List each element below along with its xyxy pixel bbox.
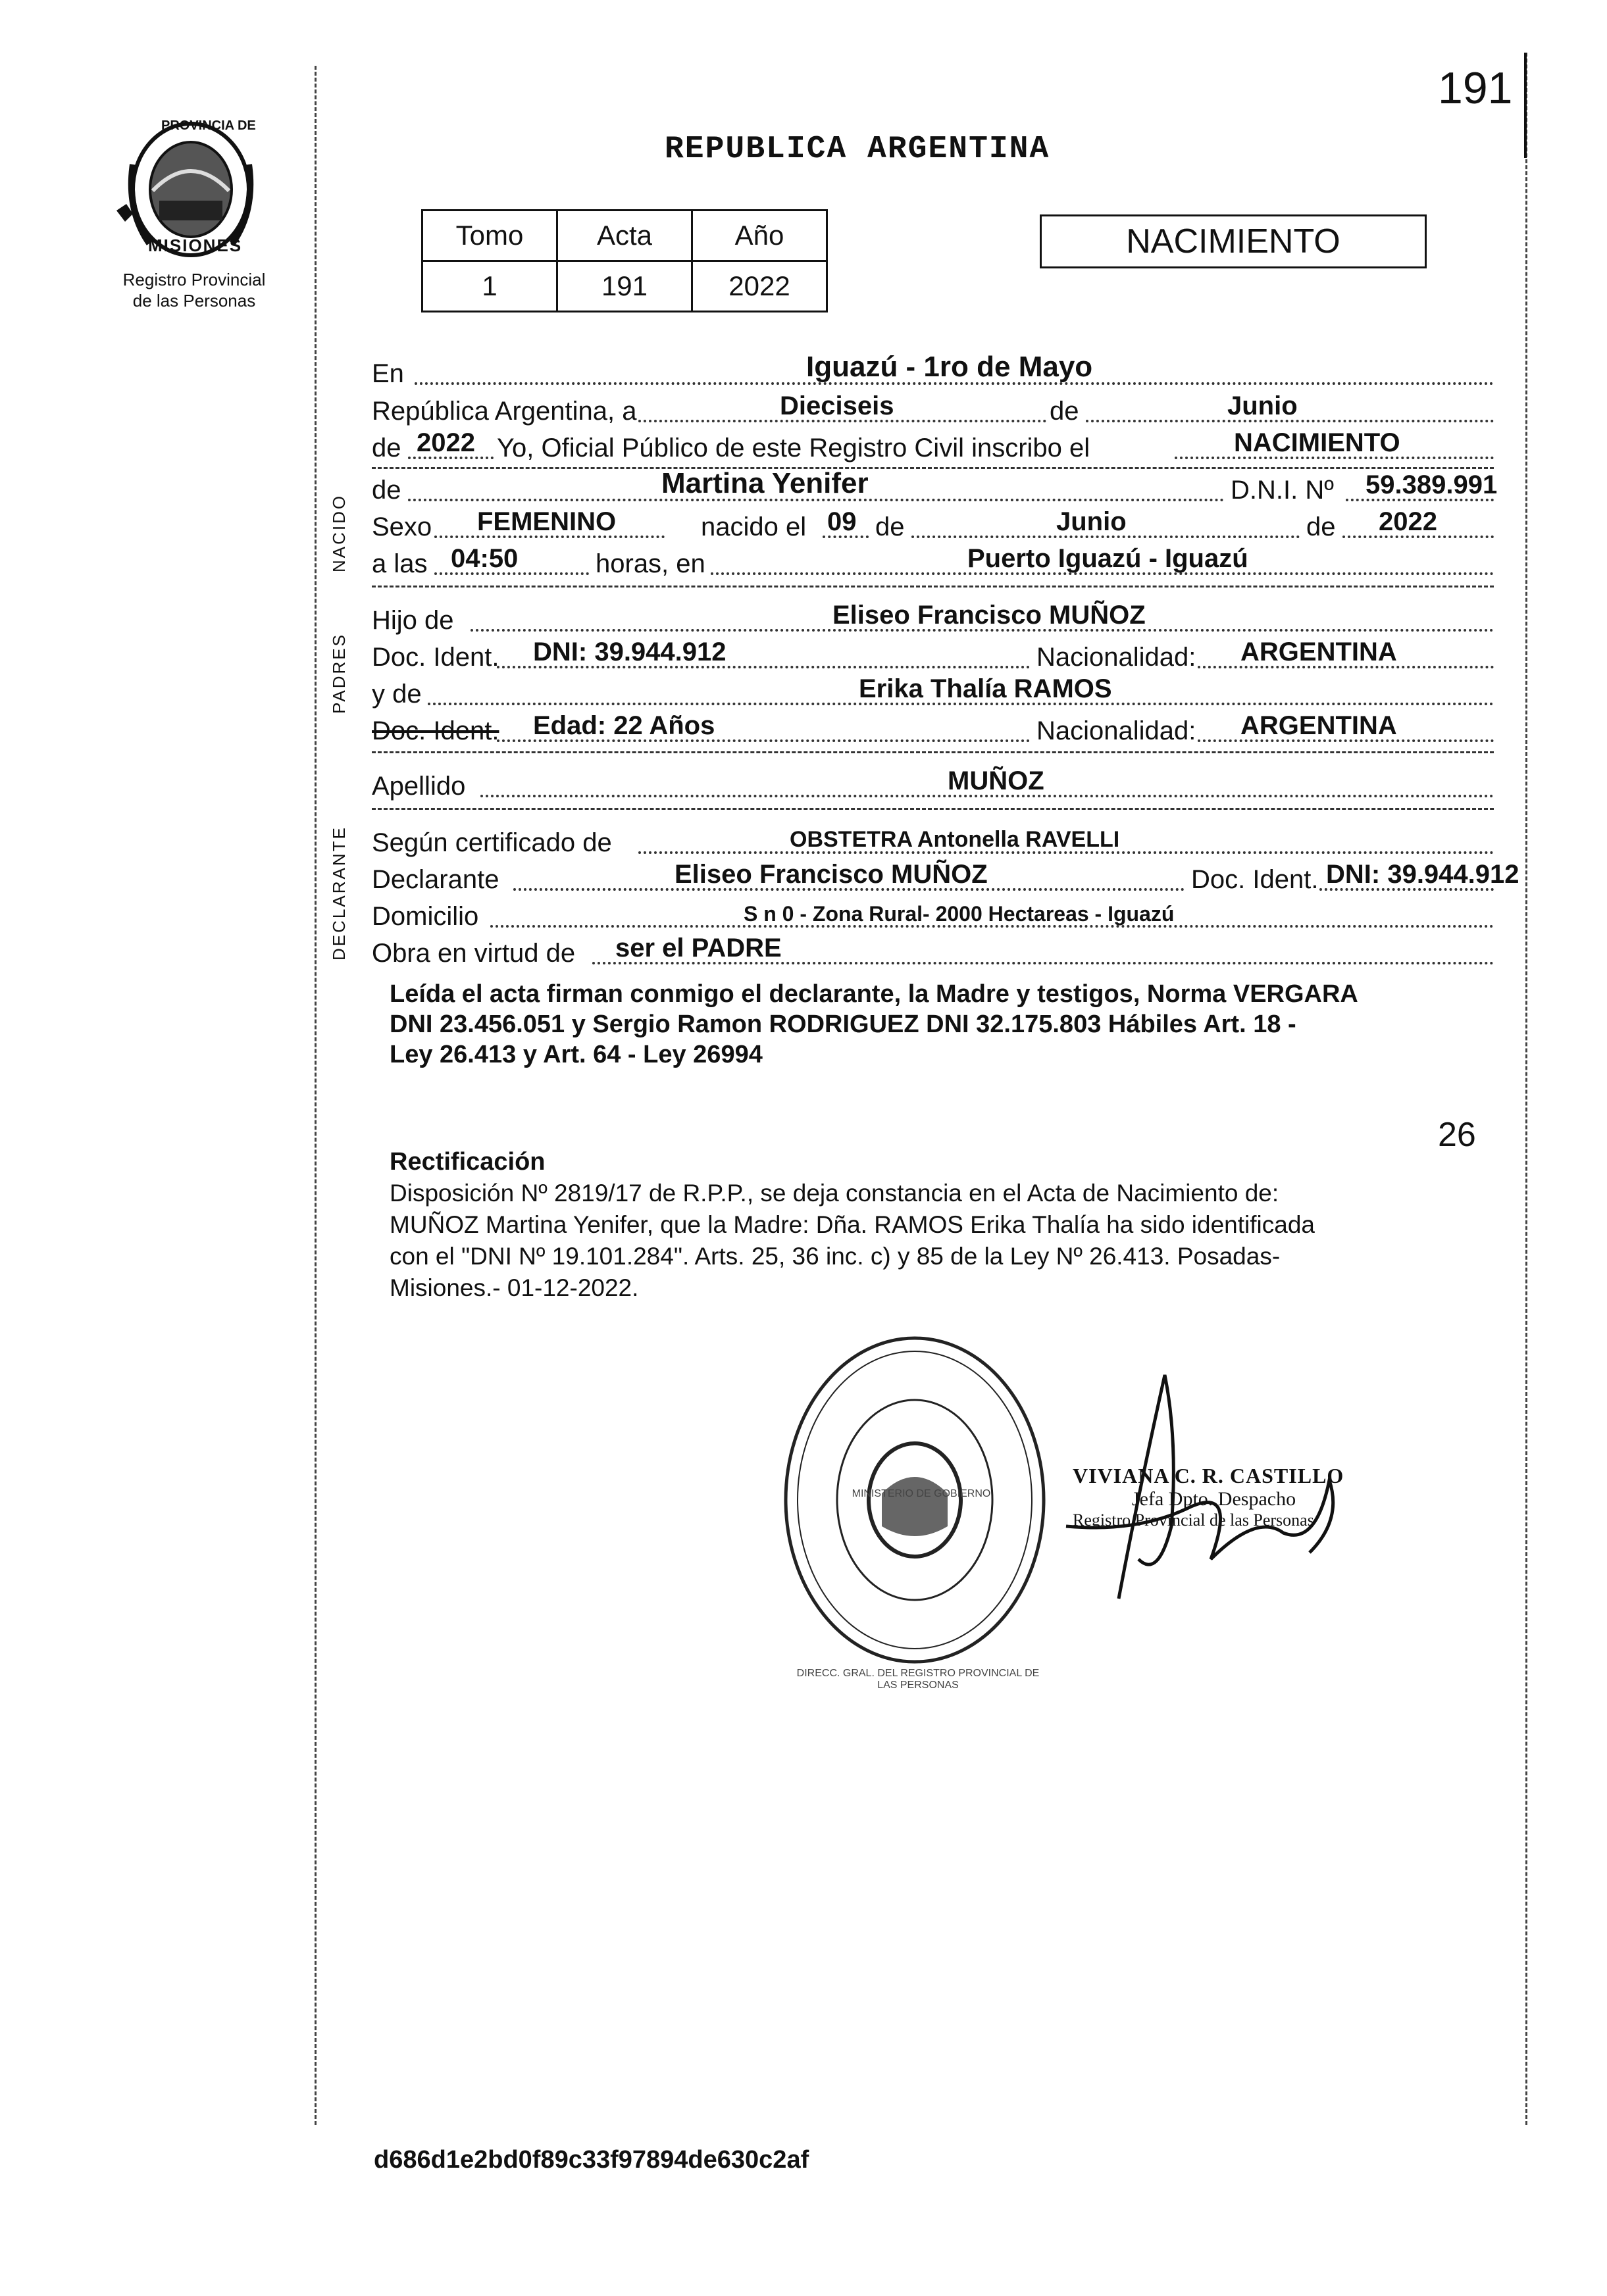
sexo-label: Sexo xyxy=(372,512,432,541)
record-value-anio: 2022 xyxy=(692,261,827,312)
anio-prefix: de xyxy=(372,434,401,462)
domicilio-value: S n 0 - Zona Rural- 2000 Hectareas - Iguazú xyxy=(744,902,1175,926)
en-label: En xyxy=(372,359,404,388)
signature-block xyxy=(1073,1464,1362,1530)
declarante-value: Eliseo Francisco MUÑOZ xyxy=(675,860,988,889)
apellido-value: MUÑOZ xyxy=(948,766,1044,795)
logo-caption-top: PROVINCIA DE xyxy=(161,118,256,133)
lugar-value: Puerto Iguazú - Iguazú xyxy=(967,544,1248,573)
hora-value: 04:50 xyxy=(451,544,519,573)
stamp-outer-text: DIRECC. GRAL. DEL REGISTRO PROVINCIAL DE LAS PERSONAS xyxy=(796,1668,1040,1691)
record-table xyxy=(421,209,828,312)
right-margin-solid xyxy=(1524,53,1527,158)
official-stamp xyxy=(777,1329,1053,1671)
country-title: REPUBLICA ARGENTINA xyxy=(665,132,1050,167)
record-header-tomo: Tomo xyxy=(422,211,557,261)
madre-value: Erika Thalía RAMOS xyxy=(859,674,1112,703)
form-line-anio xyxy=(372,426,1494,463)
republica-label: República Argentina, a xyxy=(372,397,637,426)
rectificacion-title: Rectificación xyxy=(390,1148,546,1176)
nac-dia-value: 09 xyxy=(827,507,857,536)
record-header-anio: Año xyxy=(692,211,827,261)
dni-label: D.N.I. Nº xyxy=(1231,476,1334,505)
madre-doc-label: Doc. Ident. xyxy=(372,716,499,745)
madre-nac-value: ARGENTINA xyxy=(1240,711,1397,740)
rectificacion-line-2: MUÑOZ Martina Yenifer, que la Madre: Dña. RAMOS Erika Thalía ha sido identificada xyxy=(390,1211,1315,1238)
nombre-value: Martina Yenifer xyxy=(661,467,869,499)
signer-name: VIVIANA C. R. CASTILLO xyxy=(1073,1464,1344,1487)
page-number: 191 xyxy=(1438,63,1513,113)
form-line-madre-doc xyxy=(372,709,1494,746)
yde-label: y de xyxy=(372,680,422,709)
side-label-declarante: DECLARANTE xyxy=(329,826,349,961)
document-hash: d686d1e2bd0f89c33f97894de630c2af xyxy=(374,2146,809,2174)
form-line-padre-doc xyxy=(372,636,1494,672)
mes-value: Junio xyxy=(1227,391,1298,420)
rectificacion-line-1: Disposición Nº 2819/17 de R.P.P., se deja constancia en el Acta de Nacimiento de: xyxy=(390,1180,1279,1207)
dni-value: 59.389.991 xyxy=(1365,470,1498,499)
nac-anio-value: 2022 xyxy=(1379,507,1437,536)
separator-4 xyxy=(372,808,1494,810)
rectificacion-body xyxy=(390,1178,1508,1304)
domicilio-label: Domicilio xyxy=(372,902,479,931)
record-value-acta: 191 xyxy=(557,261,692,312)
nac-de2-label: de xyxy=(1306,512,1336,541)
form-line-sexo xyxy=(372,505,1494,542)
form-line-nombre xyxy=(372,467,1498,505)
hijo-label: Hijo de xyxy=(372,606,454,635)
dia-value: Dieciseis xyxy=(780,391,894,420)
leida-paragraph xyxy=(390,979,1495,1070)
left-margin-line xyxy=(315,66,317,2125)
form-line-madre xyxy=(372,672,1494,709)
round-seal-icon xyxy=(777,1329,1053,1671)
form-line-domicilio xyxy=(372,895,1494,932)
padre-nac-label: Nacionalidad: xyxy=(1036,643,1196,672)
madre-edad-value: Edad: 22 Años xyxy=(533,711,715,740)
stamp-inner-text: MINISTERIO DE GOBIERNO xyxy=(852,1488,991,1499)
obra-label: Obra en virtud de xyxy=(372,939,576,968)
obra-value: ser el PADRE xyxy=(615,934,782,962)
form-line-hijo xyxy=(372,599,1494,636)
sexo-value: FEMENINO xyxy=(477,507,617,536)
nac-mes-value: Junio xyxy=(1056,507,1127,536)
leida-line-1: Leída el acta firman conmigo el declarante, la Madre y testigos, Norma VERGARA xyxy=(390,980,1358,1008)
declarante-label: Declarante xyxy=(372,865,499,894)
oficial-text: Yo, Oficial Público de este Registro Civil inscribo el xyxy=(497,434,1090,462)
record-table-header-row xyxy=(422,211,827,261)
certificado-label: Según certificado de xyxy=(372,828,612,857)
padre-doc-label: Doc. Ident. xyxy=(372,643,499,672)
decl-doc-value: DNI: 39.944.912 xyxy=(1326,860,1519,889)
nac-de1-label: de xyxy=(875,512,905,541)
padre-doc-value: DNI: 39.944.912 xyxy=(533,637,727,666)
apellido-label: Apellido xyxy=(372,772,466,801)
signer-role: Jefa Dpto. Despacho xyxy=(1132,1488,1296,1510)
record-header-acta: Acta xyxy=(557,211,692,261)
nacido-label: nacido el xyxy=(701,512,807,541)
note-number: 26 xyxy=(1438,1116,1476,1154)
record-value-tomo: 1 xyxy=(422,261,557,312)
right-margin-line xyxy=(1525,53,1527,2125)
org-name-line1: Registro Provincial xyxy=(122,270,266,289)
en-value: Iguazú - 1ro de Mayo xyxy=(806,351,1093,383)
document-type-box: NACIMIENTO xyxy=(1040,214,1427,268)
side-label-padres: PADRES xyxy=(329,633,349,714)
org-name-line2: de las Personas xyxy=(132,291,256,311)
separator-2 xyxy=(372,586,1494,587)
hora-label: a las xyxy=(372,549,428,578)
form-line-en xyxy=(372,352,1494,389)
rectificacion-line-3: con el "DNI Nº 19.101.284". Arts. 25, 36 inc. c) y 85 de la Ley Nº 26.413. Posadas- xyxy=(390,1243,1281,1270)
form-line-hora xyxy=(372,542,1494,579)
separator-3 xyxy=(372,751,1494,753)
logo-caption-bottom: MISIONES xyxy=(148,236,243,255)
de-label: de xyxy=(1050,397,1079,426)
rectificacion-line-4: Misiones.- 01-12-2022. xyxy=(390,1274,639,1301)
form-line-declarante xyxy=(372,858,1519,895)
certificado-value: OBSTETRA Antonella RAVELLI xyxy=(790,827,1120,852)
form-line-obra xyxy=(372,932,1494,968)
leida-line-2: DNI 23.456.051 y Sergio Ramon RODRIGUEZ DNI 32.175.803 Hábiles Art. 18 - xyxy=(390,1011,1296,1038)
form-line-republica xyxy=(372,389,1494,426)
padre-value: Eliseo Francisco MUÑOZ xyxy=(832,601,1146,630)
signer-org: Registro Provincial de las Personas xyxy=(1073,1510,1314,1530)
decl-doc-label: Doc. Ident. xyxy=(1191,865,1319,894)
form-line-certificado xyxy=(372,821,1494,858)
nombre-label: de xyxy=(372,476,401,505)
tipo-value: NACIMIENTO xyxy=(1234,428,1400,457)
side-label-nacido: NACIDO xyxy=(329,493,349,572)
form-line-apellido xyxy=(372,764,1494,801)
leida-line-3: Ley 26.413 y Art. 64 - Ley 26994 xyxy=(390,1041,763,1068)
padre-nac-value: ARGENTINA xyxy=(1240,637,1397,666)
horas-en-label: horas, en xyxy=(596,549,705,578)
madre-nac-label: Nacionalidad: xyxy=(1036,716,1196,745)
anio-value: 2022 xyxy=(417,428,475,457)
record-table-value-row xyxy=(422,261,827,312)
